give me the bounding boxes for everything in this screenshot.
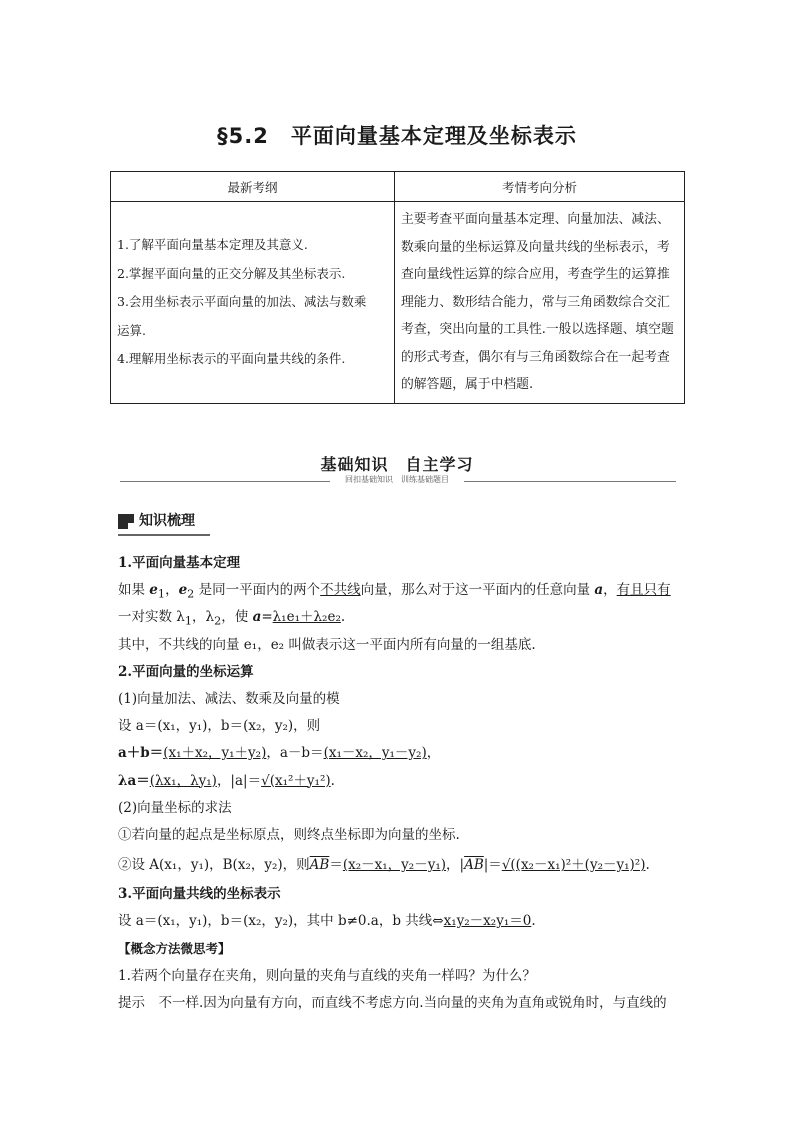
question-1: 1.若两个向量存在夹角，则向量的夹角与直线的夹角一样吗？为什么？: [118, 967, 536, 984]
scalar-blank: (λx₁，λy₁): [149, 772, 217, 789]
section-subheading: 回扣基础知识 训练基础题目: [330, 474, 464, 485]
collinear-line: 设 a＝(x₁，y₁)，b＝(x₂，y₂)，其中 b≠0.a，b 共线⇔x₁y₂－x₂y₁＝0.: [118, 913, 536, 930]
sum-blank: (x₁＋x₂，y₁＋y₂): [163, 745, 267, 762]
scalar-mod-line: λa＝(λx₁，λy₁)，|a|＝√(x₁²＋y₁²).: [118, 772, 335, 789]
syllabus-cell: [111, 202, 395, 404]
vector-ab: $\overline{AB}$: [464, 857, 484, 874]
concept-bracket: 【概念方法微思考】: [118, 941, 231, 957]
knowledge-label: 知识梳理: [139, 513, 195, 529]
heading-2b: (2)向量坐标的求法: [118, 799, 232, 816]
sum-diff-line: a＋b＝(x₁＋x₂，y₁＋y₂)，a－b＝(x₁－x₂，y₁－y₂)，: [118, 745, 441, 762]
modulus-blank: √(x₁²＋y₁²): [261, 772, 331, 789]
syllabus-item: 1.了解平面向量基本定理及其意义.: [117, 237, 308, 252]
ab-coord-blank: (x₂－x₁，y₂－y₁): [342, 857, 447, 874]
diff-blank: (x₁－x₂，y₁－y₂): [323, 745, 427, 762]
vector-ab: $\overline{AB}$: [309, 857, 330, 874]
paragraph-1: 如果 $e_1$，$e_2$ 是同一平面内的两个不共线向量，那么对于这一平面内的任意向量 a，有且只有: [118, 582, 671, 601]
syllabus-item: 4.理解用坐标表示的平面向量共线的条件.: [117, 351, 346, 366]
syllabus-item: 3.会用坐标表示平面向量的加法、减法与数乘运算.: [117, 294, 367, 338]
rule-1: ①若向量的起点是坐标原点，则终点坐标即为向量的坐标.: [118, 826, 460, 843]
rule-2: ②设 A(x₁，y₁)，B(x₂，y₂)，则$\overline{AB}=(x_2-x_1$，y₂－y₁)，$|\overline{AB}|=√((x_2-x_1)^2+(y_2-y_1)^2)$.: [118, 857, 650, 874]
analysis-cell: 主要考查平面向量基本定理、向量加法、减法、数乘向量的坐标运算及向量共线的坐标表示，考查向量线性运算的综合应用，考查学生的运算推理能力、数形结合能力，常与三角函数综合交汇考查，突出向量的工具性.一般以选择题、填空题的形式考查，偶尔有与三角函数综合在一起考查的解答题，属于中档题.: [395, 202, 685, 404]
heading-2: 2.平面向量的坐标运算: [118, 663, 254, 680]
knowledge-underline: [118, 534, 210, 536]
paragraph-2: 其中，不共线的向量 e₁，e₂ 叫做表示这一平面内所有向量的一组基底.: [118, 636, 536, 653]
hint-label: 提示: [118, 994, 145, 1011]
noncollinear-blank: 不共线: [320, 582, 361, 599]
hint-line: 提示 不一样.因为向量有方向，而直线不考虑方向.当向量的夹角为直角或锐角时，与直线的: [118, 994, 667, 1011]
only-one-blank: 有且只有: [616, 582, 671, 599]
outline-table: [110, 171, 685, 404]
page-title: §5.2 平面向量基本定理及坐标表示: [217, 124, 577, 148]
heading-3: 3.平面向量共线的坐标表示: [118, 886, 281, 903]
syllabus-item: 2.掌握平面向量的正交分解及其坐标表示.: [117, 265, 346, 281]
setup-line: 设 a＝(x₁，y₁)，b＝(x₂，y₂)，则: [118, 718, 321, 735]
heading-1: 1.平面向量基本定理: [118, 555, 241, 571]
col1-header: 最新考纲: [111, 172, 395, 202]
ab-length-blank: √((x₂－x₁)²＋(y₂－y₁)²): [501, 857, 646, 874]
section-heading: 基础知识 自主学习: [320, 455, 474, 474]
heading-2a: (1)向量加法、减法、数乘及向量的模: [118, 690, 340, 707]
content-body: [118, 550, 683, 1017]
square-bullet-icon: [118, 514, 134, 529]
collinear-blank: x₁y₂－x₂y₁＝0: [443, 913, 532, 930]
paragraph-1-cont: 一对实数 $\lambda_1$，$\lambda_2$，使 a=λ₁e₁＋λ₂e₂.: [118, 609, 346, 629]
col2-header: 考情考向分析: [395, 172, 685, 202]
linear-combo-blank: λ₁e₁＋λ₂e₂: [272, 609, 341, 626]
